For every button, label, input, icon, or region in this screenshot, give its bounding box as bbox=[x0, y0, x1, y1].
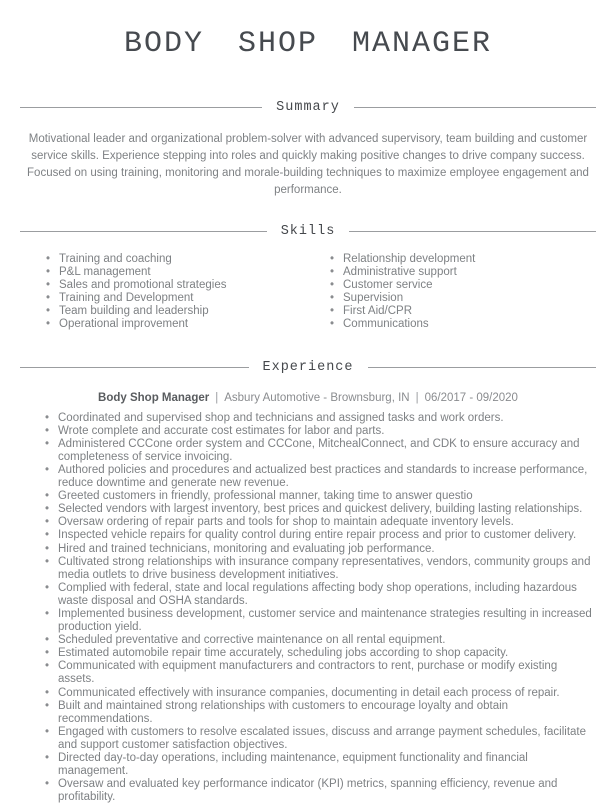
skill-item: • Supervision bbox=[320, 292, 596, 305]
skills-list-left bbox=[36, 253, 316, 332]
page-title: BODY SHOP MANAGER bbox=[123, 27, 493, 61]
experience-bullet: • Oversaw ordering of repair parts and tools for shop to maintain adequate inventory levels. bbox=[34, 516, 594, 529]
experience-bullet: • Scheduled preventative and corrective maintenance on all rental equipment. bbox=[34, 634, 594, 647]
experience-bullet: • Wrote complete and accurate cost estimates for labor and parts. bbox=[34, 425, 594, 438]
skills-section-header bbox=[20, 224, 596, 239]
experience-bullet: • Communicated with equipment manufacturers and contractors to rent, purchase or modify existing assets. bbox=[34, 660, 594, 686]
experience-bullet: • Authored policies and procedures and actualized best practices and standards to increase performance, reduce downtime and generate new revenue. bbox=[34, 464, 594, 490]
experience-bullet: • Estimated automobile repair time accurately, scheduling jobs according to shop capacity. bbox=[34, 647, 594, 660]
resume-page bbox=[0, 26, 616, 804]
experience-section-header bbox=[20, 360, 596, 375]
job-title: Body Shop Manager bbox=[98, 391, 210, 404]
job-company-location: Asbury Automotive - Brownsburg, IN bbox=[224, 391, 410, 404]
experience-bullet: • Inspected vehicle repairs for quality control during entire repair process and prior to customer delivery. bbox=[34, 529, 594, 542]
experience-bullet: • Administered CCCone order system and CCCone, MitchealConnect, and CDK to ensure accuracy and completeness of service invoicing. bbox=[34, 438, 594, 464]
skill-item: • Operational improvement bbox=[36, 318, 316, 331]
experience-bullet: • Greeted customers in friendly, professional manner, taking time to answer questio bbox=[34, 490, 594, 503]
experience-bullet: • Engaged with customers to resolve escalated issues, discuss and arrange payment schedules, facilitate and support customer satisfaction objectives. bbox=[34, 726, 594, 752]
divider-line bbox=[20, 231, 267, 232]
skill-item: • Communications bbox=[320, 318, 596, 331]
experience-bullet: • Oversaw and evaluated key performance indicator (KPI) metrics, spanning efficiency, revenue and profitability. bbox=[34, 778, 594, 804]
experience-bullet: • Directed day-to-day operations, including maintenance, equipment functionality and financial management. bbox=[34, 752, 594, 778]
skill-item: • Sales and promotional strategies bbox=[36, 279, 316, 292]
job-separator: | bbox=[215, 391, 219, 404]
summary-paragraph: Motivational leader and organizational problem-solver with advanced supervisory, team building and customer service skills. Experience stepping into roles and quickly making positive changes to drive company success. Focused on using training, monitoring and morale-building techniques to maximize employee engagement and performance. bbox=[27, 133, 589, 196]
skill-item: • Training and coaching bbox=[36, 253, 316, 266]
skills-list-right bbox=[316, 253, 596, 332]
divider-line bbox=[20, 107, 262, 108]
experience-bullet: • Complied with federal, state and local regulations affecting body shop operations, including hazardous waste disposal and OSHA standards. bbox=[34, 582, 594, 608]
job-separator: | bbox=[415, 391, 419, 404]
experience-bullet: • Hired and trained technicians, monitoring and evaluating job performance. bbox=[34, 543, 594, 556]
experience-bullet: • Cultivated strong relationships with insurance company representatives, vendors, community groups and media outlets to drive business development initiatives. bbox=[34, 556, 594, 582]
experience-heading: Experience bbox=[262, 359, 354, 375]
job-dates: 06/2017 - 09/2020 bbox=[424, 391, 518, 404]
skill-item: • Relationship development bbox=[320, 253, 596, 266]
experience-bullet: • Coordinated and supervised shop and technicians and assigned tasks and work orders. bbox=[34, 412, 594, 425]
experience-bullet-list bbox=[34, 412, 594, 804]
divider-line bbox=[368, 367, 597, 368]
divider-line bbox=[20, 367, 249, 368]
experience-bullet: • Communicated effectively with insurance companies, documenting in detail each process of repair. bbox=[34, 687, 594, 700]
skills-columns bbox=[36, 253, 596, 332]
skill-item: • Training and Development bbox=[36, 292, 316, 305]
experience-bullet: • Selected vendors with largest inventory, best prices and quickest delivery, building lasting relationships. bbox=[34, 503, 594, 516]
skill-item: • Customer service bbox=[320, 279, 596, 292]
skills-heading: Skills bbox=[280, 224, 336, 239]
experience-bullet: • Implemented business development, customer service and maintenance strategies resulting in increased production yield. bbox=[34, 608, 594, 634]
job-header-line bbox=[0, 391, 616, 405]
experience-bullet: • Built and maintained strong relationships with customers to encourage loyalty and obtain recommendations. bbox=[34, 700, 594, 726]
divider-line bbox=[354, 107, 596, 108]
skill-item: • Administrative support bbox=[320, 266, 596, 279]
skill-item: • Team building and leadership bbox=[36, 305, 316, 318]
summary-section-header bbox=[20, 100, 596, 115]
summary-heading: Summary bbox=[276, 100, 340, 115]
skill-item: • First Aid/CPR bbox=[320, 305, 596, 318]
skill-item: • P&L management bbox=[36, 266, 316, 279]
divider-line bbox=[349, 231, 596, 232]
